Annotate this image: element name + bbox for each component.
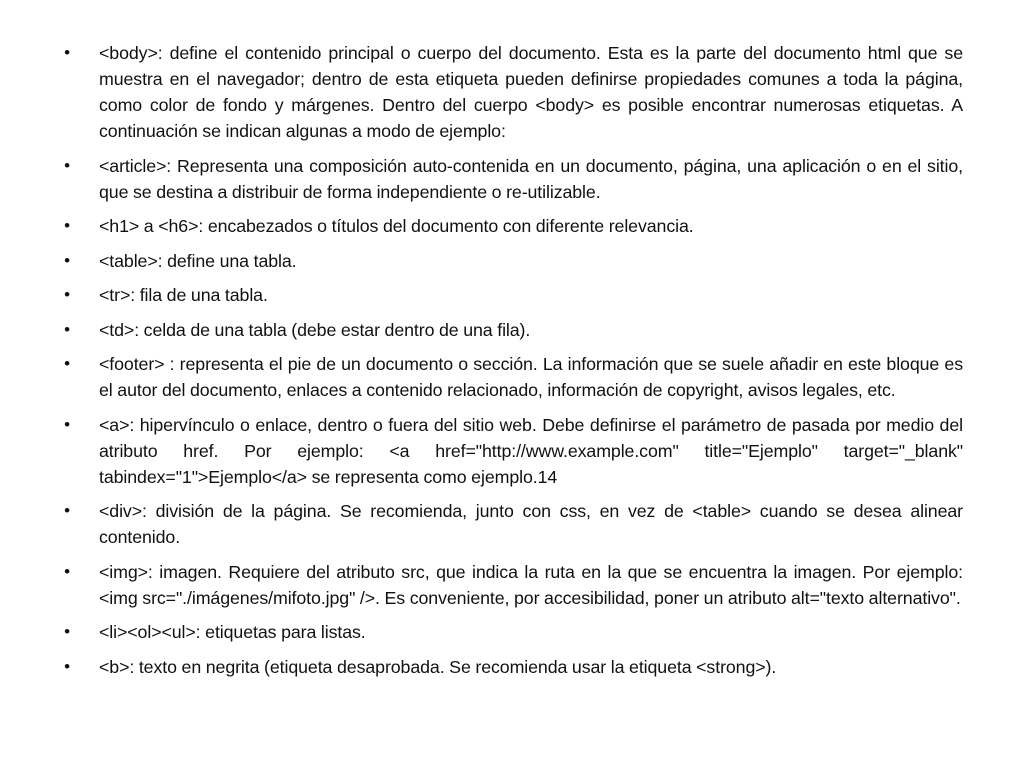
bullet-item-footer: [58, 351, 963, 403]
bullet-icon: •: [64, 354, 70, 373]
bullet-text: <img>: imagen. Requiere del atributo src, que indica la ruta en la que se encuentra la imagen. Por ejemplo: <img src="./imágenes/mifoto.jpg" />. Es conveniente, por accesibilidad, poner un atributo alt="texto alternativo".: [99, 561, 963, 608]
bullet-text: <footer> : representa el pie de un documento o sección. La información que se suele añadir en este bloque es el autor del documento, enlaces a contenido relacionado, información de copyright, avisos legales, etc.: [99, 354, 963, 400]
bullet-text: <a>: hipervínculo o enlace, dentro o fuera del sitio web. Debe definirse el parámetro de pasada por medio del atributo href. Por ejemplo: <a href="http://www.example.com" title="Ejemplo" target="_blank" tabindex="1">Ejemplo</a> se representa como ejemplo.14: [99, 414, 963, 487]
bullet-item-img: [58, 559, 963, 611]
bullet-text: <div>: división de la página. Se recomienda, junto con css, en vez de <table> cuando se desea alinear contenido.: [99, 501, 963, 547]
bullet-icon: •: [64, 319, 70, 339]
bullet-text: <b>: texto en negrita (etiqueta desaprobada. Se recomienda usar la etiqueta <strong>).: [99, 656, 777, 677]
bullet-item-a: [58, 412, 963, 490]
bullet-icon: •: [64, 656, 70, 676]
bullet-icon: •: [64, 622, 70, 641]
bullet-item-b: [58, 654, 963, 680]
bullet-list: [58, 40, 963, 680]
bullet-item-body: [58, 40, 963, 144]
bullet-icon: •: [64, 501, 70, 520]
bullet-icon: •: [64, 250, 70, 270]
bullet-item-div: [58, 498, 963, 550]
bullet-item-headings: [58, 213, 963, 239]
bullet-text: <li><ol><ul>: etiquetas para listas.: [99, 622, 366, 642]
bullet-text: <table>: define una tabla.: [99, 250, 297, 271]
bullet-icon: •: [64, 43, 70, 62]
bullet-text: <tr>: fila de una tabla.: [99, 285, 268, 305]
bullet-text: <h1> a <h6>: encabezados o títulos del documento con diferente relevancia.: [99, 216, 694, 236]
bullet-item-article: [58, 153, 963, 205]
bullet-icon: •: [64, 285, 70, 304]
bullet-icon: •: [64, 155, 70, 175]
bullet-text: <article>: Representa una composición auto-contenida en un documento, página, una aplicación o en el sitio, que se destina a distribuir de forma independiente o re-utilizable.: [99, 155, 963, 202]
bullet-item-table: [58, 248, 963, 274]
bullet-item-lists: [58, 619, 963, 645]
bullet-icon: •: [64, 216, 70, 235]
bullet-icon: •: [64, 561, 70, 581]
bullet-item-td: [58, 317, 963, 343]
bullet-text: <td>: celda de una tabla (debe estar dentro de una fila).: [99, 319, 531, 340]
bullet-item-tr: [58, 282, 963, 308]
bullet-icon: •: [64, 414, 70, 434]
bullet-text: <body>: define el contenido principal o cuerpo del documento. Esta es la parte del documento html que se muestra en el navegador; dentro de esta etiqueta pueden definirse propiedades comunes a toda la página, como color de fondo y márgenes. Dentro del cuerpo <body> es posible encontrar numerosas etiquetas. A continuación se indican algunas a modo de ejemplo:: [99, 43, 963, 141]
